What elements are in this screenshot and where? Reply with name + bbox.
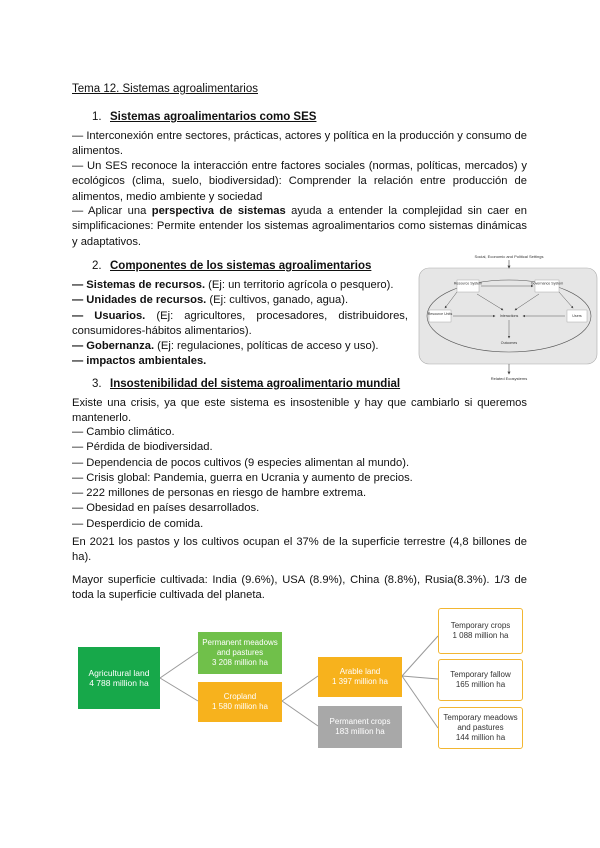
box-value: 144 million ha xyxy=(455,733,506,742)
bold-text: — Sistemas de recursos. xyxy=(72,279,206,291)
page-title: Tema 12. Sistemas agroalimentarios xyxy=(72,83,258,95)
connector-line xyxy=(282,701,318,726)
box-label: Agricultural land xyxy=(88,668,150,678)
temporary-fallow-box xyxy=(438,659,523,701)
paragraph: Existe una crisis, ya que este sistema es insostenible y hay que cambiarlo si queremos mantenerlo. xyxy=(72,397,527,425)
ses-bottom-label: Related Ecosystems xyxy=(490,376,528,381)
box-value: 1 088 million ha xyxy=(452,631,509,640)
box-value: 3 208 million ha xyxy=(211,658,269,667)
components-list xyxy=(72,278,408,370)
crisis-list xyxy=(72,425,527,532)
list-item: — Obesidad en países desarrollados. xyxy=(72,502,260,515)
box-label: Permanent meadows and pastures xyxy=(202,638,278,657)
box-value: 1 580 million ha xyxy=(211,702,269,711)
arable-land-box xyxy=(318,657,402,697)
ses-node-governance-system: Governance System xyxy=(530,281,564,286)
list-item: — Dependencia de pocos cultivos (9 especies alimentan al mundo). xyxy=(72,456,410,469)
list-item: — Crisis global: Pandemia, guerra en Ucrania y aumento de precios. xyxy=(72,471,413,484)
list-item xyxy=(72,354,408,369)
permanent-crops-box xyxy=(318,706,402,748)
box-label: Temporary fallow xyxy=(450,670,511,679)
agricultural-land-box xyxy=(78,647,160,709)
cropland-box xyxy=(198,682,282,722)
ses-node-outcomes: Outcomes xyxy=(500,341,518,345)
section-2-heading xyxy=(92,260,371,272)
list-item: — Pérdida de biodiversidad. xyxy=(72,441,213,454)
bold-text: — Usuarios. xyxy=(72,309,146,322)
section-title: Sistemas agroalimentarios como SES xyxy=(110,111,317,123)
bold-text: — impactos ambientales. xyxy=(72,355,207,368)
ses-node-users: Users xyxy=(572,314,582,318)
bold-text: — Unidades de recursos. xyxy=(72,294,207,307)
ses-node-resource-system: Resource System xyxy=(453,281,483,286)
box-label: Temporary meadows and pastures xyxy=(443,713,518,732)
ses-node-resource-units: Resource Units xyxy=(427,312,453,316)
text: — Aplicar una xyxy=(72,205,152,217)
list-item: — 222 millones de personas en riesgo de hambre extrema. xyxy=(72,487,367,500)
section-3-heading xyxy=(92,378,400,390)
box-label: Arable land xyxy=(339,667,381,676)
section-number: 1. xyxy=(92,111,102,123)
section-title: Componentes de los sistemas agroalimentarios xyxy=(110,260,372,272)
box-value: 4 788 million ha xyxy=(89,678,149,688)
connector-line xyxy=(160,678,198,701)
text: (Ej: agricultores, procesadores, distribuidores, consumidores-hábitos alimentarios). xyxy=(72,309,408,337)
section-1-heading xyxy=(92,111,316,123)
text: (Ej: un territorio agrícola o pesquero). xyxy=(205,279,394,291)
ses-diagram xyxy=(417,254,600,382)
ses-node-interactions: Interactions xyxy=(499,314,519,318)
connector-line xyxy=(402,676,438,728)
paragraph xyxy=(72,204,527,250)
box-label: Cropland xyxy=(223,692,257,701)
paragraph: — Un SES reconoce la interacción entre factores sociales (normas, políticas, mercados) y ecológicos (clima, suelo, biodiversidad): Comprender la relación entre producción de alimentos, medio ambiente y sociedad xyxy=(72,160,527,203)
box-value: 165 million ha xyxy=(455,680,506,689)
list-item xyxy=(72,309,408,340)
list-item xyxy=(72,293,408,308)
temporary-meadows-box xyxy=(438,707,523,749)
list-item xyxy=(72,339,408,354)
temporary-crops-box xyxy=(438,608,523,654)
connector-line xyxy=(160,652,198,678)
paragraph: — Interconexión entre sectores, prácticas, actores y política en la producción y consumo de alimentos. xyxy=(72,130,527,158)
connector-line xyxy=(402,676,438,679)
bold-text: — Gobernanza. xyxy=(72,340,155,353)
box-label: Permanent crops xyxy=(329,717,391,726)
connector-line xyxy=(282,676,318,701)
box-value: 1 397 million ha xyxy=(331,677,389,686)
permanent-meadows-box xyxy=(198,632,282,674)
paragraph: Mayor superficie cultivada: India (9.6%), USA (8.9%), China (8.8%), Rusia(8.3%). 1/3 de toda la superficie cultivada del planeta. xyxy=(72,574,527,602)
connector-line xyxy=(402,636,438,676)
text: ayuda a entender la complejidad sin caer en simplificaciones: Permite entender los sistemas agroalimentarios como sistemas dinámicas y adaptativos. xyxy=(72,205,527,248)
list-item xyxy=(72,278,408,293)
list-item: — Desperdicio de comida. xyxy=(72,517,204,530)
text: (Ej: regulaciones, políticas de acceso y uso). xyxy=(154,340,379,353)
box-label: Temporary crops xyxy=(450,621,511,630)
bold-text: perspectiva de sistemas xyxy=(151,205,286,217)
box-value: 183 million ha xyxy=(335,727,385,736)
list-item: — Cambio climático. xyxy=(72,426,175,438)
section-number: 2. xyxy=(92,260,102,272)
ses-top-label: Social, Economic and Political Settings xyxy=(474,254,544,259)
section-title: Insostenibilidad del sistema agroalimentario mundial xyxy=(110,378,401,390)
section-number: 3. xyxy=(92,378,102,390)
text: (Ej: cultivos, ganado, agua). xyxy=(206,294,349,307)
paragraph: En 2021 los pastos y los cultivos ocupan el 37% de la superficie terrestre (4,8 billones de ha). xyxy=(72,536,527,564)
